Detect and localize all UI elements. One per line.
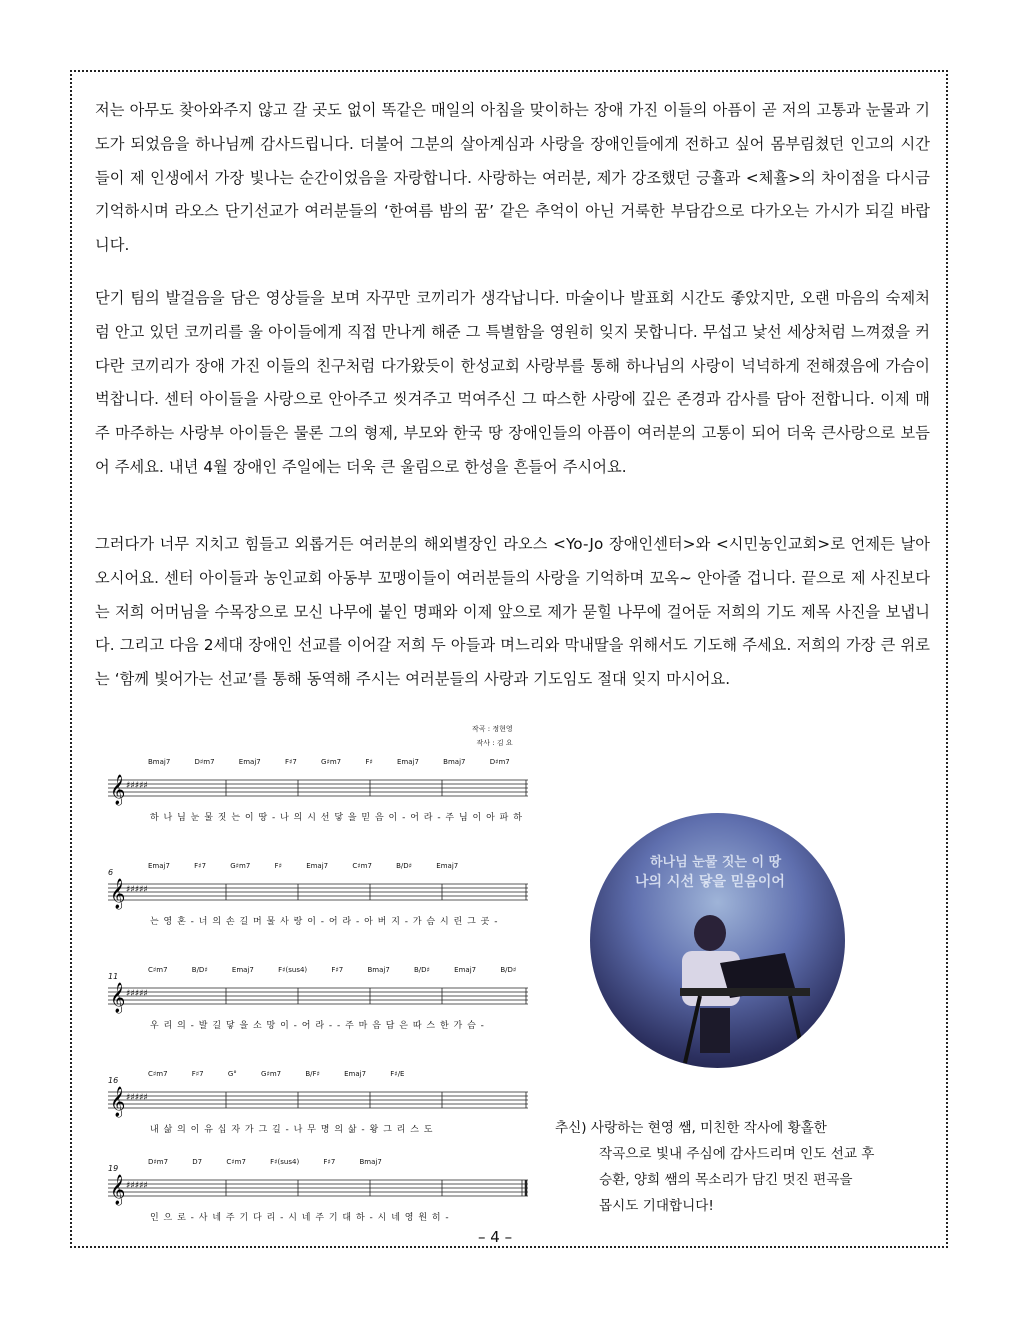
svg-text:𝄞: 𝄞 xyxy=(110,1087,126,1117)
svg-text:♯♯♯♯♯: ♯♯♯♯♯ xyxy=(126,781,148,791)
chord-symbols: C♯m7 B/D♯ Emaj7 F♯(sus4) F♯7 Bmaj7 B/D♯ Emaj7 B/D♯ xyxy=(148,966,517,974)
lyrics-line: 내 삶 의 이 유 십 자 가 그 길 - 나 무 명 의 삶 - 왕 그 리 스 도 xyxy=(150,1125,434,1135)
svg-text:𝄞: 𝄞 xyxy=(110,983,126,1013)
photo-screen-caption-1: 하나님 눈물 짓는 이 땅 xyxy=(650,855,782,870)
staff-lines xyxy=(108,862,528,912)
score-system-4 xyxy=(108,1070,528,1140)
svg-text:𝄞: 𝄞 xyxy=(110,879,126,909)
lyricist-credit: 작사 : 김 요 xyxy=(476,739,513,747)
postscript-line-2: 작곡으로 빛내 주심에 감사드리며 인도 선교 후 xyxy=(599,1146,875,1162)
body-paragraph-1: 저는 아무도 찾아와주지 않고 갈 곳도 없이 똑같은 매일의 아침을 맞이하는 장애 가진 이들의 아픔이 곧 저의 고통과 눈물과 기도가 되었음을 하나님께 감사드립니다. 더불어 그분의 살아계심과 사랑을 장애인들에게 전하고 싶어 몸부림쳤던 인고의 시간들이 제 인생에서 가장 빛나는 순간이었음을 자랑합니다. 사랑하는 여러분, 제가 강조했던 긍휼과 <체휼>의 차이점을 다시금 기억하시며 라오스 단기선교가 여러분들의 ‘한여름 밤의 꿈’ 같은 추억이 아닌 거룩한 부담감으로 다가오는 가시가 되길 바랍니다. xyxy=(95,101,930,255)
body-paragraph-2: 단기 팀의 발걸음을 담은 영상들을 보며 자꾸만 코끼리가 생각납니다. 마술이나 발표회 시간도 좋았지만, 오랜 마음의 숙제처럼 안고 있던 코끼리를 울 아이들에게 직접 만나게 해준 그 특별함을 영원히 잊지 못합니다. 무섭고 낯선 세상처럼 느껴졌을 커다란 코끼리가 장애 가진 이들의 친구처럼 다가왔듯이 한성교회 사랑부를 통해 하나님의 사랑이 넉넉하게 전해졌음에 가슴이 벅찹니다. 센터 아이들을 사랑으로 안아주고 씻겨주고 먹여주신 그 따스한 사랑에 깊은 존경과 감사를 담아 전합니다. 이제 매주 마주하는 사랑부 아이들은 물론 그의 형제, 부모와 한국 땅 장애인들의 아픔이 여러분의 고통이 되어 더욱 큰사랑으로 보듬어 주세요. 내년 4월 장애인 주일에는 더욱 큰 울림으로 한성을 흔들어 주시어요. xyxy=(95,289,930,476)
song-credits xyxy=(472,722,513,750)
page-number: – 4 – xyxy=(478,1228,513,1246)
lyrics-line: 는 영 혼 - 너 의 손 길 머 물 사 랑 이 - 어 라 - 아 버 지 - 가 슴 시 린 그 곳 - xyxy=(150,917,499,927)
staff-lines xyxy=(108,1158,528,1208)
postscript xyxy=(555,1115,935,1219)
staff-lines xyxy=(108,1070,528,1120)
postscript-line-3: 승환, 양희 쌤의 목소리가 담긴 멋진 편곡을 xyxy=(599,1172,853,1188)
lyrics-line: 인 으 로 - 사 네 주 기 다 리 - 시 네 주 기 대 하 - 시 네 영 원 히 - xyxy=(150,1213,450,1223)
postscript-line-4: 몹시도 기대합니다! xyxy=(599,1198,714,1214)
measure-number: 16 xyxy=(108,1076,119,1085)
svg-text:♯♯♯♯♯: ♯♯♯♯♯ xyxy=(126,1181,148,1191)
score-system-3 xyxy=(108,966,528,1036)
score-system-2 xyxy=(108,862,528,932)
measure-number: 6 xyxy=(108,868,114,877)
measure-number: 19 xyxy=(108,1164,119,1173)
svg-text:𝄞: 𝄞 xyxy=(110,775,126,805)
chord-symbols: D♯m7 D7 C♯m7 F♯(sus4) F♯7 Bmaj7 xyxy=(148,1158,382,1166)
score-system-5 xyxy=(108,1158,528,1228)
lyrics-line: 하 나 님 눈 물 짓 는 이 땅 - 나 의 시 선 닿 을 믿 음 이 - 어 라 - 주 님 이 아 파 하 xyxy=(150,813,523,823)
pianist-illustration xyxy=(590,813,845,1068)
svg-text:♯♯♯♯♯: ♯♯♯♯♯ xyxy=(126,989,148,999)
staff-lines xyxy=(108,758,528,808)
score-system-1 xyxy=(108,758,528,828)
staff-lines xyxy=(108,966,528,1016)
postscript-line-1: 추신) 사랑하는 현영 쌤, 미친한 작사에 황홀한 xyxy=(555,1120,827,1136)
measure-number: 11 xyxy=(108,972,119,981)
body-paragraph-3: 그러다가 너무 지치고 힘들고 외롭거든 여러분의 해외별장인 라오스 <Yo-Jo 장애인센터>와 <시민농인교회>로 언제든 날아오시어요. 센터 아이들과 농인교회 아동부 꼬맹이들이 여러분들의 사랑을 기억하며 꼬옥~ 안아줄 겁니다. 끝으로 제 사진보다는 저희 어머님을 수목장으로 모신 나무에 붙인 명패와 이제 앞으로 제가 묻힐 나무에 걸어둔 저희의 기도 제목 사진을 보냅니다. 그리고 다음 2세대 장애인 선교를 이어갈 저희 두 아들과 며느리와 막내딸을 위해서도 기도해 주세요. 저희의 가장 큰 위로는 ‘함께 빛어가는 선교’를 통해 동역해 주시는 여러분들의 사랑과 기도임도 절대 잊지 마시어요. xyxy=(95,535,930,689)
lyrics-line: 우 리 의 - 발 길 닿 을 소 망 이 - 어 라 - - 주 마 음 담 은 따 스 한 가 슴 - xyxy=(150,1021,485,1031)
chord-symbols: C♯m7 F♯7 G° G♯m7 B/F♯ Emaj7 F♯/E xyxy=(148,1070,405,1078)
performer-photo xyxy=(590,813,845,1068)
photo-screen-caption-2: 나의 시선 닿을 믿음이어 xyxy=(635,874,785,890)
svg-text:𝄞: 𝄞 xyxy=(110,1175,126,1205)
svg-text:♯♯♯♯♯: ♯♯♯♯♯ xyxy=(126,1093,148,1103)
composer-credit: 작곡 : 정현영 xyxy=(472,725,513,733)
chord-symbols: Emaj7 F♯7 G♯m7 F♯ Emaj7 C♯m7 B/D♯ Emaj7 xyxy=(148,862,459,870)
svg-text:♯♯♯♯♯: ♯♯♯♯♯ xyxy=(126,885,148,895)
chord-symbols: Bmaj7 D♯m7 Emaj7 F♯7 G♯m7 F♯ Emaj7 Bmaj7 D♯m7 xyxy=(148,758,510,766)
